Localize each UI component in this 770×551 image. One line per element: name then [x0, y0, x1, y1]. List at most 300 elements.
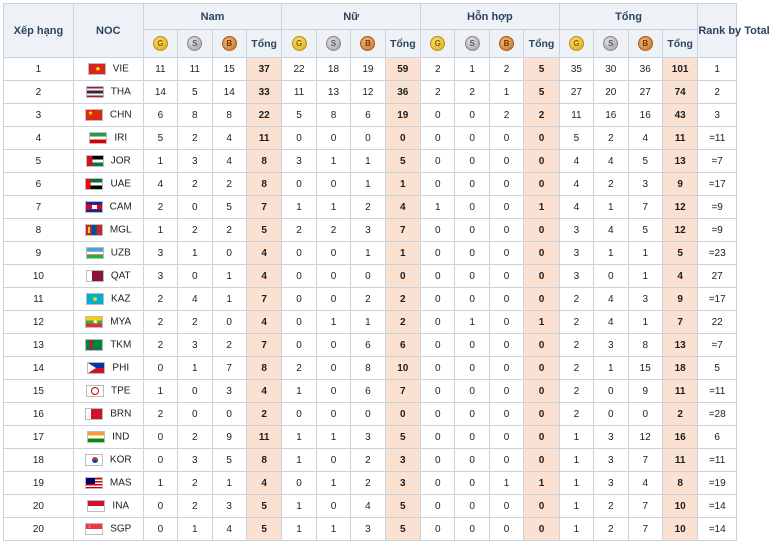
- men-gold-cell: 2: [143, 196, 177, 219]
- table-row[interactable]: [4, 219, 737, 242]
- noc-cell[interactable]: [73, 58, 143, 81]
- noc-code: BRN: [110, 408, 132, 420]
- rank-cell: 15: [4, 380, 74, 403]
- rank-cell: 13: [4, 334, 74, 357]
- mixed-gold-cell: 0: [421, 518, 455, 541]
- mixed-total-header[interactable]: Tổng: [524, 30, 559, 58]
- women-total-cell: 1: [385, 173, 420, 196]
- mixed-gold-header[interactable]: [421, 30, 455, 58]
- men-bronze-cell: 8: [212, 104, 246, 127]
- rank-by-total-cell: 3: [698, 104, 737, 127]
- tpe-flag-icon: [86, 385, 104, 397]
- total-total-cell: 11: [662, 380, 697, 403]
- total-gold-cell: 2: [559, 403, 593, 426]
- women-gold-cell: 0: [282, 242, 316, 265]
- women-bronze-cell: 2: [351, 196, 385, 219]
- total-silver-cell: 16: [594, 104, 628, 127]
- mixed-silver-header[interactable]: [455, 30, 489, 58]
- mixed-bronze-header[interactable]: [489, 30, 523, 58]
- mixed-gold-cell: 0: [421, 219, 455, 242]
- women-bronze-cell: 19: [351, 58, 385, 81]
- total-silver-cell: 1: [594, 196, 628, 219]
- noc-cell[interactable]: [73, 380, 143, 403]
- noc-cell[interactable]: [73, 288, 143, 311]
- mixed-silver-cell: 0: [455, 472, 489, 495]
- women-silver-cell: 1: [316, 150, 350, 173]
- total-gold-cell: 3: [559, 242, 593, 265]
- noc-cell[interactable]: [73, 426, 143, 449]
- total-bronze-cell: 0: [628, 403, 662, 426]
- table-row[interactable]: [4, 288, 737, 311]
- men-total-cell: 4: [246, 265, 281, 288]
- mixed-total-cell: 0: [524, 219, 559, 242]
- total-bronze-cell: 3: [628, 173, 662, 196]
- women-silver-cell: 0: [316, 449, 350, 472]
- noc-code: VIE: [112, 63, 129, 75]
- rank-by-total-cell: =9: [698, 196, 737, 219]
- men-silver-cell: 11: [178, 58, 212, 81]
- mixed-total-cell: 5: [524, 81, 559, 104]
- mixed-total-cell: 0: [524, 242, 559, 265]
- table-row[interactable]: [4, 380, 737, 403]
- women-total-cell: 3: [385, 472, 420, 495]
- mixed-gold-cell: 0: [421, 104, 455, 127]
- men-total-cell: 33: [246, 81, 281, 104]
- mixed-total-cell: 2: [524, 104, 559, 127]
- noc-cell[interactable]: [73, 472, 143, 495]
- noc-cell[interactable]: [73, 334, 143, 357]
- men-silver-cell: 2: [178, 311, 212, 334]
- rank-by-total-cell: 5: [698, 357, 737, 380]
- table-row[interactable]: [4, 58, 737, 81]
- women-gold-cell: 5: [282, 104, 316, 127]
- rank-cell: 18: [4, 449, 74, 472]
- mixed-silver-cell: 2: [455, 81, 489, 104]
- table-row[interactable]: [4, 173, 737, 196]
- men-total-cell: 8: [246, 357, 281, 380]
- medal-table-body: [4, 58, 737, 541]
- gold-medal-icon: G: [430, 36, 445, 51]
- total-total-cell: 9: [662, 173, 697, 196]
- rank-cell: 4: [4, 127, 74, 150]
- women-silver-cell: 1: [316, 196, 350, 219]
- women-gold-cell: 0: [282, 265, 316, 288]
- header-rank-by-total[interactable]: Rank by Total: [698, 4, 737, 58]
- men-gold-cell: 2: [143, 334, 177, 357]
- ina-flag-icon: [87, 500, 105, 512]
- men-total-cell: 7: [246, 334, 281, 357]
- men-gold-cell: 5: [143, 127, 177, 150]
- total-gold-header[interactable]: [559, 30, 593, 58]
- women-gold-cell: 0: [282, 288, 316, 311]
- women-silver-cell: 2: [316, 219, 350, 242]
- noc-code: CAM: [109, 201, 132, 213]
- men-gold-header[interactable]: [143, 30, 177, 58]
- women-total-cell: 1: [385, 242, 420, 265]
- total-bronze-cell: 16: [628, 104, 662, 127]
- ind-flag-icon: [87, 431, 105, 443]
- rank-by-total-cell: =17: [698, 173, 737, 196]
- brn-flag-icon: [85, 408, 103, 420]
- noc-cell[interactable]: [73, 403, 143, 426]
- noc-code: MGL: [109, 224, 132, 236]
- mixed-silver-cell: 0: [455, 265, 489, 288]
- table-row[interactable]: [4, 357, 737, 380]
- men-silver-cell: 0: [178, 403, 212, 426]
- men-silver-cell: 0: [178, 196, 212, 219]
- noc-code: SGP: [110, 523, 132, 535]
- mixed-gold-cell: 0: [421, 403, 455, 426]
- mixed-bronze-cell: 0: [489, 495, 523, 518]
- men-bronze-header[interactable]: [212, 30, 246, 58]
- women-total-cell: 5: [385, 495, 420, 518]
- women-silver-cell: 1: [316, 426, 350, 449]
- women-bronze-cell: 2: [351, 472, 385, 495]
- kor-flag-icon: [85, 454, 103, 466]
- total-total-header[interactable]: Tổng: [662, 30, 697, 58]
- women-silver-cell: 0: [316, 173, 350, 196]
- total-total-cell: 12: [662, 196, 697, 219]
- table-row[interactable]: [4, 495, 737, 518]
- noc-cell[interactable]: [73, 196, 143, 219]
- total-bronze-cell: 4: [628, 127, 662, 150]
- men-bronze-cell: 4: [212, 518, 246, 541]
- women-gold-cell: 0: [282, 127, 316, 150]
- noc-cell[interactable]: [73, 150, 143, 173]
- total-total-cell: 43: [662, 104, 697, 127]
- men-gold-cell: 4: [143, 173, 177, 196]
- noc-cell[interactable]: [73, 173, 143, 196]
- total-bronze-cell: 15: [628, 357, 662, 380]
- total-gold-cell: 11: [559, 104, 593, 127]
- gold-medal-icon: G: [569, 36, 584, 51]
- total-total-cell: 13: [662, 334, 697, 357]
- men-bronze-cell: 7: [212, 357, 246, 380]
- women-total-cell: 3: [385, 449, 420, 472]
- total-gold-cell: 3: [559, 219, 593, 242]
- women-gold-cell: 1: [282, 518, 316, 541]
- uae-flag-icon: [85, 178, 103, 190]
- men-silver-cell: 0: [178, 265, 212, 288]
- total-bronze-cell: 5: [628, 150, 662, 173]
- cam-flag-icon: [85, 201, 103, 213]
- rank-cell: 7: [4, 196, 74, 219]
- women-total-cell: 5: [385, 150, 420, 173]
- rank-by-total-cell: =17: [698, 288, 737, 311]
- total-bronze-cell: 12: [628, 426, 662, 449]
- table-row[interactable]: [4, 127, 737, 150]
- table-row[interactable]: [4, 403, 737, 426]
- women-gold-cell: 3: [282, 150, 316, 173]
- women-gold-cell: 0: [282, 403, 316, 426]
- total-silver-header[interactable]: [594, 30, 628, 58]
- noc-code: THA: [110, 86, 131, 98]
- table-row[interactable]: [4, 334, 737, 357]
- women-silver-cell: 13: [316, 81, 350, 104]
- mixed-bronze-cell: 0: [489, 311, 523, 334]
- table-row[interactable]: [4, 311, 737, 334]
- men-silver-cell: 2: [178, 219, 212, 242]
- mixed-silver-cell: 1: [455, 311, 489, 334]
- women-bronze-cell: 3: [351, 518, 385, 541]
- men-total-header[interactable]: Tổng: [246, 30, 281, 58]
- men-bronze-cell: 1: [212, 288, 246, 311]
- women-total-cell: 36: [385, 81, 420, 104]
- total-gold-cell: 4: [559, 196, 593, 219]
- noc-cell[interactable]: [73, 357, 143, 380]
- women-silver-cell: 1: [316, 311, 350, 334]
- men-silver-header[interactable]: [178, 30, 212, 58]
- table-row[interactable]: [4, 81, 737, 104]
- total-silver-cell: 4: [594, 311, 628, 334]
- men-gold-cell: 1: [143, 380, 177, 403]
- women-total-cell: 59: [385, 58, 420, 81]
- total-gold-cell: 2: [559, 288, 593, 311]
- rank-by-total-cell: =28: [698, 403, 737, 426]
- women-silver-cell: 0: [316, 127, 350, 150]
- gold-medal-icon: G: [292, 36, 307, 51]
- women-gold-cell: 1: [282, 495, 316, 518]
- noc-cell[interactable]: [73, 127, 143, 150]
- mixed-silver-cell: 0: [455, 173, 489, 196]
- total-bronze-header[interactable]: [628, 30, 662, 58]
- total-total-cell: 7: [662, 311, 697, 334]
- men-total-cell: 4: [246, 242, 281, 265]
- men-gold-cell: 0: [143, 449, 177, 472]
- total-total-cell: 4: [662, 265, 697, 288]
- men-total-cell: 8: [246, 173, 281, 196]
- women-bronze-cell: 8: [351, 357, 385, 380]
- table-row[interactable]: [4, 449, 737, 472]
- women-total-cell: 0: [385, 127, 420, 150]
- mixed-gold-cell: 0: [421, 127, 455, 150]
- mixed-gold-cell: 0: [421, 173, 455, 196]
- rank-cell: 9: [4, 242, 74, 265]
- rank-cell: 5: [4, 150, 74, 173]
- header-rank[interactable]: Xếp hạng: [4, 4, 74, 58]
- tkm-flag-icon: [85, 339, 103, 351]
- header-noc[interactable]: NOC: [73, 4, 143, 58]
- men-bronze-cell: 0: [212, 242, 246, 265]
- mixed-total-cell: 0: [524, 127, 559, 150]
- noc-code: JOR: [110, 155, 131, 167]
- women-bronze-header[interactable]: [351, 30, 385, 58]
- mixed-silver-cell: 0: [455, 242, 489, 265]
- mixed-gold-cell: 0: [421, 334, 455, 357]
- women-silver-header[interactable]: [316, 30, 350, 58]
- women-bronze-cell: 0: [351, 265, 385, 288]
- men-total-cell: 8: [246, 150, 281, 173]
- women-gold-cell: 0: [282, 472, 316, 495]
- mixed-silver-cell: 0: [455, 449, 489, 472]
- noc-cell[interactable]: [73, 518, 143, 541]
- men-silver-cell: 3: [178, 334, 212, 357]
- total-total-cell: 2: [662, 403, 697, 426]
- women-total-cell: 19: [385, 104, 420, 127]
- silver-medal-icon: S: [326, 36, 341, 51]
- rank-by-total-cell: =11: [698, 127, 737, 150]
- mixed-bronze-cell: 0: [489, 288, 523, 311]
- total-silver-cell: 0: [594, 380, 628, 403]
- total-total-cell: 18: [662, 357, 697, 380]
- women-bronze-cell: 1: [351, 173, 385, 196]
- mixed-silver-cell: 0: [455, 127, 489, 150]
- mixed-gold-cell: 0: [421, 311, 455, 334]
- total-gold-cell: 1: [559, 518, 593, 541]
- rank-by-total-cell: =11: [698, 380, 737, 403]
- noc-code: IND: [112, 431, 130, 443]
- total-total-cell: 74: [662, 81, 697, 104]
- table-row[interactable]: [4, 518, 737, 541]
- silver-medal-icon: S: [465, 36, 480, 51]
- men-total-cell: 22: [246, 104, 281, 127]
- mixed-gold-cell: 2: [421, 81, 455, 104]
- men-silver-cell: 1: [178, 518, 212, 541]
- total-gold-cell: 2: [559, 380, 593, 403]
- header-total-group: Tổng: [559, 4, 698, 30]
- women-bronze-cell: 1: [351, 311, 385, 334]
- noc-cell[interactable]: [73, 104, 143, 127]
- total-gold-cell: 1: [559, 472, 593, 495]
- rank-cell: 14: [4, 357, 74, 380]
- men-bronze-cell: 9: [212, 426, 246, 449]
- noc-code: TKM: [110, 339, 132, 351]
- mixed-silver-cell: 0: [455, 357, 489, 380]
- women-total-header[interactable]: Tổng: [385, 30, 420, 58]
- women-silver-cell: 0: [316, 334, 350, 357]
- mixed-gold-cell: 0: [421, 357, 455, 380]
- iri-flag-icon: [89, 132, 107, 144]
- rank-cell: 20: [4, 518, 74, 541]
- mixed-total-cell: 0: [524, 495, 559, 518]
- mixed-gold-cell: 0: [421, 426, 455, 449]
- total-total-cell: 5: [662, 242, 697, 265]
- noc-cell[interactable]: [73, 311, 143, 334]
- women-total-cell: 0: [385, 265, 420, 288]
- table-row[interactable]: [4, 265, 737, 288]
- rank-by-total-cell: =19: [698, 472, 737, 495]
- table-row[interactable]: [4, 104, 737, 127]
- noc-code: IRI: [114, 132, 128, 144]
- mixed-gold-cell: 0: [421, 288, 455, 311]
- men-total-cell: 4: [246, 311, 281, 334]
- mixed-bronze-cell: 1: [489, 472, 523, 495]
- men-bronze-cell: 14: [212, 81, 246, 104]
- total-total-cell: 13: [662, 150, 697, 173]
- women-bronze-cell: 1: [351, 150, 385, 173]
- women-gold-header[interactable]: [282, 30, 316, 58]
- mixed-total-cell: 0: [524, 518, 559, 541]
- total-bronze-cell: 1: [628, 242, 662, 265]
- men-total-cell: 4: [246, 380, 281, 403]
- men-silver-cell: 4: [178, 288, 212, 311]
- total-bronze-cell: 3: [628, 288, 662, 311]
- women-gold-cell: 0: [282, 334, 316, 357]
- mixed-total-cell: 1: [524, 311, 559, 334]
- bronze-medal-icon: B: [222, 36, 237, 51]
- rank-cell: 17: [4, 426, 74, 449]
- men-bronze-cell: 4: [212, 127, 246, 150]
- women-gold-cell: 0: [282, 173, 316, 196]
- rank-by-total-cell: 2: [698, 81, 737, 104]
- total-gold-cell: 27: [559, 81, 593, 104]
- noc-cell[interactable]: [73, 242, 143, 265]
- total-gold-cell: 2: [559, 311, 593, 334]
- men-gold-cell: 6: [143, 104, 177, 127]
- mixed-silver-cell: 1: [455, 58, 489, 81]
- noc-cell[interactable]: [73, 219, 143, 242]
- total-silver-cell: 4: [594, 219, 628, 242]
- mixed-total-cell: 0: [524, 288, 559, 311]
- women-gold-cell: 22: [282, 58, 316, 81]
- total-gold-cell: 35: [559, 58, 593, 81]
- mixed-total-cell: 0: [524, 334, 559, 357]
- men-total-cell: 2: [246, 403, 281, 426]
- men-gold-cell: 0: [143, 357, 177, 380]
- women-silver-cell: 0: [316, 380, 350, 403]
- noc-cell[interactable]: [73, 449, 143, 472]
- mixed-bronze-cell: 0: [489, 380, 523, 403]
- women-silver-cell: 0: [316, 265, 350, 288]
- women-total-cell: 2: [385, 288, 420, 311]
- rank-cell: 1: [4, 58, 74, 81]
- total-bronze-cell: 1: [628, 265, 662, 288]
- noc-cell[interactable]: [73, 495, 143, 518]
- women-total-cell: 5: [385, 426, 420, 449]
- mixed-silver-cell: 0: [455, 219, 489, 242]
- table-row[interactable]: [4, 426, 737, 449]
- noc-cell[interactable]: [73, 81, 143, 104]
- total-silver-cell: 3: [594, 449, 628, 472]
- men-gold-cell: 2: [143, 403, 177, 426]
- men-gold-cell: 0: [143, 426, 177, 449]
- men-gold-cell: 0: [143, 518, 177, 541]
- table-row[interactable]: [4, 472, 737, 495]
- total-bronze-cell: 1: [628, 311, 662, 334]
- total-gold-cell: 4: [559, 173, 593, 196]
- mixed-silver-cell: 0: [455, 196, 489, 219]
- rank-by-total-cell: =14: [698, 495, 737, 518]
- total-gold-cell: 1: [559, 426, 593, 449]
- men-silver-cell: 2: [178, 173, 212, 196]
- mya-flag-icon: ★: [85, 316, 103, 328]
- total-silver-cell: 4: [594, 288, 628, 311]
- mixed-gold-cell: 0: [421, 380, 455, 403]
- mixed-bronze-cell: 2: [489, 58, 523, 81]
- table-row[interactable]: [4, 242, 737, 265]
- rank-cell: 19: [4, 472, 74, 495]
- table-row[interactable]: [4, 150, 737, 173]
- total-gold-cell: 5: [559, 127, 593, 150]
- men-bronze-cell: 4: [212, 150, 246, 173]
- women-total-cell: 7: [385, 219, 420, 242]
- women-gold-cell: 1: [282, 426, 316, 449]
- rank-by-total-cell: =7: [698, 150, 737, 173]
- noc-cell[interactable]: [73, 265, 143, 288]
- noc-code: MYA: [110, 316, 132, 328]
- total-gold-cell: 1: [559, 449, 593, 472]
- men-bronze-cell: 5: [212, 196, 246, 219]
- rank-cell: 2: [4, 81, 74, 104]
- men-gold-cell: 0: [143, 495, 177, 518]
- women-silver-cell: 18: [316, 58, 350, 81]
- mixed-silver-cell: 0: [455, 495, 489, 518]
- women-gold-cell: 1: [282, 196, 316, 219]
- men-silver-cell: 1: [178, 242, 212, 265]
- table-row[interactable]: [4, 196, 737, 219]
- women-gold-cell: 1: [282, 449, 316, 472]
- women-silver-cell: 0: [316, 288, 350, 311]
